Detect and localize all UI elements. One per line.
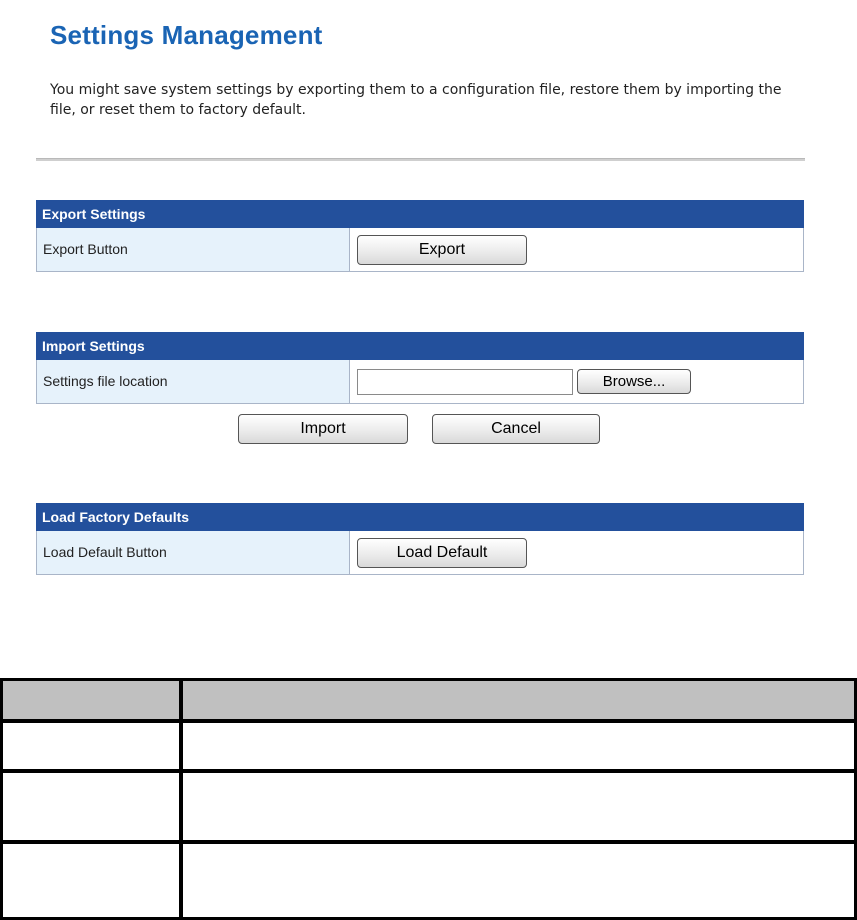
table-cell — [183, 773, 854, 840]
factory-row — [36, 531, 804, 575]
export-row — [36, 228, 804, 272]
cancel-button[interactable]: Cancel — [432, 414, 600, 444]
import-settings-section — [36, 332, 804, 404]
browse-button[interactable]: Browse... — [577, 369, 691, 394]
import-actions — [238, 414, 600, 444]
import-row — [36, 360, 804, 404]
table-cell — [183, 844, 854, 917]
page-description: You might save system settings by exporting them to a configuration file, restore them by importing the file, or reset them to factory default. — [50, 82, 782, 118]
table-cell — [183, 723, 854, 769]
divider — [36, 158, 805, 161]
page-title: Settings Management — [50, 20, 323, 50]
reference-table — [0, 678, 857, 920]
table-cell — [3, 723, 179, 769]
table-cell — [3, 773, 179, 840]
load-default-label: Load Default Button — [37, 531, 350, 574]
load-default-button[interactable]: Load Default — [357, 538, 527, 568]
settings-file-input[interactable] — [357, 369, 573, 395]
export-button[interactable]: Export — [357, 235, 527, 265]
import-button[interactable]: Import — [238, 414, 408, 444]
factory-defaults-header: Load Factory Defaults — [36, 503, 804, 531]
export-settings-header: Export Settings — [36, 200, 804, 228]
factory-defaults-section — [36, 503, 804, 575]
table-cell — [3, 844, 179, 917]
settings-file-location-label: Settings file location — [37, 360, 350, 403]
table-header-cell — [3, 681, 179, 719]
export-label: Export Button — [37, 228, 350, 271]
table-header-cell — [183, 681, 854, 719]
import-settings-header: Import Settings — [36, 332, 804, 360]
export-settings-section — [36, 200, 804, 272]
